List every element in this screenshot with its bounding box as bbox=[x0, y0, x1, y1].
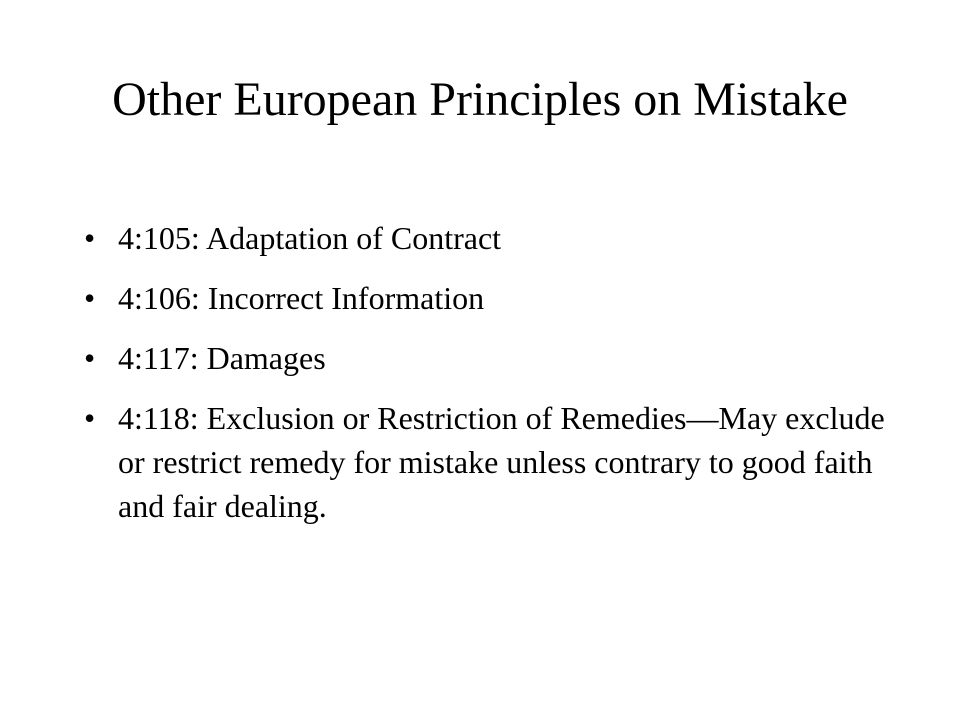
bullet-item-exclusion-or-restriction bbox=[84, 396, 904, 528]
bullet-marker-icon: • bbox=[84, 400, 96, 436]
bullet-list bbox=[84, 216, 904, 544]
bullet-marker-icon: • bbox=[84, 340, 96, 376]
bullet-text: 4:106: Incorrect Information bbox=[118, 280, 485, 316]
bullet-item-adaptation-of-contract bbox=[84, 216, 904, 260]
bullet-text: 4:105: Adaptation of Contract bbox=[118, 220, 502, 256]
bullet-item-damages bbox=[84, 336, 904, 380]
bullet-marker-icon: • bbox=[84, 220, 96, 256]
bullet-text: 4:117: Damages bbox=[118, 340, 326, 376]
bullet-item-incorrect-information bbox=[84, 276, 904, 320]
bullet-marker-icon: • bbox=[84, 280, 96, 316]
slide-title: Other European Principles on Mistake bbox=[112, 73, 848, 126]
bullet-text: 4:118: Exclusion or Restriction of Remedies—May exclude or restrict remedy for mistake unless contrary to good faith and fair dealing. bbox=[118, 400, 885, 524]
